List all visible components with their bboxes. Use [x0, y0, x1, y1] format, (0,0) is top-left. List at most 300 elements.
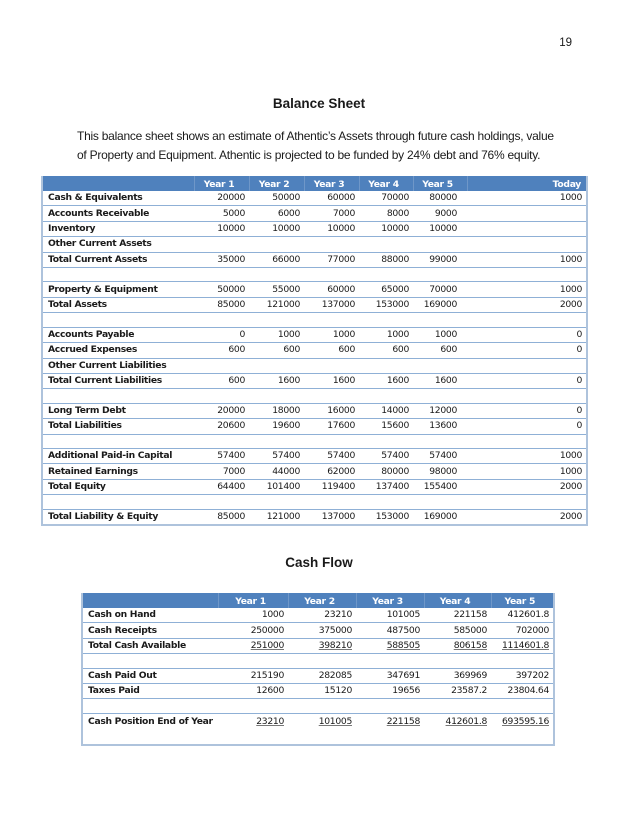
table-row: [42, 495, 587, 510]
value-cell: [249, 479, 304, 494]
value-cell: [359, 403, 413, 418]
value-cell: [359, 358, 413, 373]
table-row: [42, 282, 587, 297]
row-label: Total Assets: [42, 297, 194, 312]
cell-value: 588505: [386, 639, 420, 651]
cell-value: 77000: [327, 253, 355, 265]
row-label: [82, 654, 218, 669]
table-row: [42, 509, 587, 525]
cell-value: 369969: [453, 669, 487, 681]
value-cell: [249, 373, 304, 388]
cell-value: 221158: [453, 609, 487, 621]
value-cell: [491, 668, 554, 683]
cell-value: 12000: [429, 404, 457, 416]
cell-value: 15120: [324, 685, 352, 697]
cell-value: 10000: [272, 222, 300, 234]
value-cell: [304, 449, 359, 464]
row-label: Total Equity: [42, 479, 194, 494]
cell-value: 70000: [381, 192, 409, 204]
cell-value: 1000: [559, 465, 582, 477]
table-row: [82, 713, 554, 745]
value-cell: [359, 509, 413, 525]
table-row: [42, 206, 587, 221]
value-cell: [413, 449, 467, 464]
value-cell: [356, 638, 424, 653]
balance-sheet-table: [41, 176, 588, 526]
value-cell: [359, 313, 413, 328]
balance-sheet-intro: This balance sheet shows an estimate of Athentic’s Assets through future cash holdings, value of Property and Equipment. Athentic is projected to be funded by 24% debt and 76% equity.: [77, 129, 554, 162]
value-cell: [194, 389, 249, 404]
cell-value: 119400: [321, 481, 355, 493]
cell-value: 10000: [429, 222, 457, 234]
row-label: Cash Paid Out: [82, 668, 218, 683]
cell-value: 347691: [386, 669, 420, 681]
value-cell: [413, 479, 467, 494]
value-cell: [467, 434, 587, 449]
value-cell: [194, 267, 249, 282]
value-cell: [467, 267, 587, 282]
table-row: [42, 434, 587, 449]
value-cell: [413, 282, 467, 297]
cell-value: 10000: [381, 222, 409, 234]
cell-value: 98000: [429, 465, 457, 477]
value-cell: [218, 623, 288, 638]
cell-value: 70000: [429, 283, 457, 295]
value-cell: [304, 464, 359, 479]
value-cell: [288, 654, 356, 669]
value-cell: [424, 638, 491, 653]
value-cell: [249, 509, 304, 525]
cell-value: 282085: [318, 669, 352, 681]
value-cell: [304, 297, 359, 312]
value-cell: [194, 464, 249, 479]
value-cell: [249, 237, 304, 252]
cell-value: 0: [576, 420, 582, 432]
value-cell: [424, 684, 491, 699]
value-cell: [288, 638, 356, 653]
cell-value: 1000: [559, 192, 582, 204]
cell-value: 0: [239, 328, 245, 340]
header-cell: Today: [467, 177, 587, 192]
value-cell: [356, 608, 424, 623]
cell-value: 6000: [277, 207, 300, 219]
cell-value: 806158: [453, 639, 487, 651]
value-cell: [194, 419, 249, 434]
value-cell: [359, 449, 413, 464]
cell-value: 10000: [217, 222, 245, 234]
row-label: Additional Paid-in Capital: [42, 449, 194, 464]
value-cell: [304, 389, 359, 404]
value-cell: [304, 419, 359, 434]
value-cell: [218, 684, 288, 699]
value-cell: [194, 282, 249, 297]
value-cell: [194, 221, 249, 236]
value-cell: [249, 221, 304, 236]
value-cell: [424, 654, 491, 669]
cell-value: 101005: [318, 715, 352, 727]
value-cell: [359, 495, 413, 510]
value-cell: [194, 252, 249, 267]
cell-value: 1000: [559, 450, 582, 462]
value-cell: [356, 699, 424, 714]
cell-value: 20000: [217, 192, 245, 204]
value-cell: [359, 373, 413, 388]
row-label: [82, 699, 218, 714]
cell-value: 169000: [423, 299, 457, 311]
header-cell: Year 2: [249, 177, 304, 192]
table-row: [82, 654, 554, 669]
header-cell: Year 1: [218, 594, 288, 609]
cell-value: 8000: [386, 207, 409, 219]
value-cell: [359, 206, 413, 221]
row-label: Cash & Equivalents: [42, 191, 194, 206]
value-cell: [359, 237, 413, 252]
cell-value: 412601.8: [445, 715, 487, 727]
value-cell: [413, 464, 467, 479]
value-cell: [304, 327, 359, 342]
value-cell: [413, 221, 467, 236]
value-cell: [218, 668, 288, 683]
value-cell: [359, 267, 413, 282]
table-row: [42, 403, 587, 418]
cell-value: 15600: [381, 420, 409, 432]
cell-value: 65000: [381, 283, 409, 295]
value-cell: [359, 221, 413, 236]
cell-value: 20600: [217, 420, 245, 432]
cell-value: 10000: [327, 222, 355, 234]
row-label: Total Current Assets: [42, 252, 194, 267]
value-cell: [359, 479, 413, 494]
header-cell: Year 4: [424, 594, 491, 609]
cell-value: 20000: [217, 404, 245, 416]
cell-value: 0: [576, 375, 582, 387]
value-cell: [424, 608, 491, 623]
cell-value: 62000: [327, 465, 355, 477]
value-cell: [249, 358, 304, 373]
cell-value: 66000: [272, 253, 300, 265]
value-cell: [304, 373, 359, 388]
cell-value: 57400: [217, 450, 245, 462]
table-row: [42, 479, 587, 494]
cell-value: 13600: [429, 420, 457, 432]
value-cell: [413, 313, 467, 328]
cell-value: 600: [228, 344, 245, 356]
value-cell: [194, 434, 249, 449]
value-cell: [467, 252, 587, 267]
value-cell: [413, 419, 467, 434]
value-cell: [359, 191, 413, 206]
value-cell: [288, 623, 356, 638]
value-cell: [413, 297, 467, 312]
table-row: [82, 638, 554, 653]
row-label: [42, 389, 194, 404]
value-cell: [467, 464, 587, 479]
cell-value: 153000: [375, 299, 409, 311]
table-header-row: [82, 594, 554, 609]
table-row: [42, 464, 587, 479]
row-label: Accrued Expenses: [42, 343, 194, 358]
value-cell: [467, 449, 587, 464]
row-label: Total Liability & Equity: [42, 509, 194, 525]
value-cell: [491, 684, 554, 699]
row-label: Retained Earnings: [42, 464, 194, 479]
row-label: Total Liabilities: [42, 419, 194, 434]
cell-value: 101400: [266, 481, 300, 493]
value-cell: [218, 713, 288, 745]
cell-value: 23210: [324, 609, 352, 621]
value-cell: [356, 654, 424, 669]
cell-value: 80000: [429, 192, 457, 204]
value-cell: [304, 434, 359, 449]
value-cell: [304, 313, 359, 328]
value-cell: [304, 221, 359, 236]
value-cell: [356, 684, 424, 699]
cell-value: 85000: [217, 510, 245, 522]
value-cell: [304, 252, 359, 267]
value-cell: [491, 608, 554, 623]
table-row: [42, 313, 587, 328]
value-cell: [424, 699, 491, 714]
value-cell: [359, 252, 413, 267]
cash-flow-table: [81, 593, 555, 746]
value-cell: [359, 389, 413, 404]
value-cell: [424, 623, 491, 638]
value-cell: [194, 343, 249, 358]
cell-value: 23210: [256, 715, 284, 727]
value-cell: [249, 282, 304, 297]
table-row: [82, 668, 554, 683]
cell-value: 221158: [386, 715, 420, 727]
cell-value: 1000: [559, 283, 582, 295]
cell-value: 19600: [272, 420, 300, 432]
value-cell: [304, 191, 359, 206]
value-cell: [249, 464, 304, 479]
value-cell: [467, 343, 587, 358]
value-cell: [194, 373, 249, 388]
table-row: [82, 699, 554, 714]
value-cell: [413, 267, 467, 282]
value-cell: [467, 297, 587, 312]
value-cell: [467, 373, 587, 388]
row-label: [42, 313, 194, 328]
row-label: [42, 495, 194, 510]
value-cell: [304, 358, 359, 373]
table-row: [42, 297, 587, 312]
row-label: Taxes Paid: [82, 684, 218, 699]
value-cell: [467, 479, 587, 494]
value-cell: [218, 638, 288, 653]
table-row: [42, 373, 587, 388]
header-cell: Year 5: [491, 594, 554, 609]
value-cell: [424, 713, 491, 745]
cell-value: 57400: [381, 450, 409, 462]
table-row: [42, 449, 587, 464]
value-cell: [467, 237, 587, 252]
cell-value: 600: [338, 344, 355, 356]
cell-value: 85000: [217, 299, 245, 311]
value-cell: [467, 358, 587, 373]
value-cell: [194, 237, 249, 252]
value-cell: [359, 434, 413, 449]
cell-value: 397202: [515, 669, 549, 681]
value-cell: [194, 358, 249, 373]
value-cell: [249, 191, 304, 206]
value-cell: [491, 623, 554, 638]
row-label: [42, 267, 194, 282]
row-label: Property & Equipment: [42, 282, 194, 297]
table-row: [82, 684, 554, 699]
cell-value: 375000: [318, 624, 352, 636]
row-label: Long Term Debt: [42, 403, 194, 418]
value-cell: [304, 237, 359, 252]
cell-value: 5000: [222, 207, 245, 219]
cell-value: 251000: [250, 639, 284, 651]
value-cell: [288, 699, 356, 714]
value-cell: [194, 449, 249, 464]
value-cell: [249, 206, 304, 221]
row-label: Other Current Assets: [42, 237, 194, 252]
row-label: Accounts Receivable: [42, 206, 194, 221]
value-cell: [249, 389, 304, 404]
value-cell: [413, 327, 467, 342]
value-cell: [249, 403, 304, 418]
value-cell: [194, 327, 249, 342]
value-cell: [249, 252, 304, 267]
cell-value: 12600: [256, 685, 284, 697]
row-label: Cash Receipts: [82, 623, 218, 638]
cell-value: 250000: [250, 624, 284, 636]
row-label: Other Current Liabilities: [42, 358, 194, 373]
cell-value: 60000: [327, 192, 355, 204]
header-cell: Year 4: [359, 177, 413, 192]
cell-value: 137400: [375, 481, 409, 493]
value-cell: [194, 191, 249, 206]
value-cell: [304, 282, 359, 297]
value-cell: [356, 713, 424, 745]
value-cell: [249, 434, 304, 449]
cell-value: 1600: [332, 375, 355, 387]
cell-value: 0: [576, 328, 582, 340]
value-cell: [288, 684, 356, 699]
cell-value: 7000: [332, 207, 355, 219]
table-row: [82, 623, 554, 638]
value-cell: [249, 313, 304, 328]
table-row: [82, 608, 554, 623]
cell-value: 57400: [429, 450, 457, 462]
cell-value: 1000: [261, 609, 284, 621]
value-cell: [194, 297, 249, 312]
cell-value: 16000: [327, 404, 355, 416]
value-cell: [304, 509, 359, 525]
table-row: [42, 191, 587, 206]
cell-value: 1600: [386, 375, 409, 387]
value-cell: [359, 464, 413, 479]
cell-value: 1000: [434, 328, 457, 340]
cell-value: 1000: [386, 328, 409, 340]
cell-value: 35000: [217, 253, 245, 265]
row-label: [42, 434, 194, 449]
cell-value: 64400: [217, 481, 245, 493]
cell-value: 487500: [386, 624, 420, 636]
value-cell: [491, 699, 554, 714]
cell-value: 50000: [272, 192, 300, 204]
cell-value: 1000: [277, 328, 300, 340]
cell-value: 600: [440, 344, 457, 356]
value-cell: [413, 343, 467, 358]
cell-value: 7000: [222, 465, 245, 477]
value-cell: [413, 495, 467, 510]
cell-value: 50000: [217, 283, 245, 295]
cell-value: 121000: [266, 510, 300, 522]
value-cell: [413, 206, 467, 221]
cell-value: 0: [576, 404, 582, 416]
row-label: Accounts Payable: [42, 327, 194, 342]
cell-value: 80000: [381, 465, 409, 477]
cell-value: 1000: [332, 328, 355, 340]
cell-value: 398210: [318, 639, 352, 651]
header-cell: [82, 594, 218, 609]
cell-value: 17600: [327, 420, 355, 432]
cell-value: 1000: [559, 253, 582, 265]
value-cell: [413, 509, 467, 525]
value-cell: [491, 713, 554, 745]
cell-value: 88000: [381, 253, 409, 265]
cell-value: 23804.64: [507, 685, 549, 697]
row-label: Total Current Liabilities: [42, 373, 194, 388]
value-cell: [491, 654, 554, 669]
cell-value: 101005: [386, 609, 420, 621]
header-cell: Year 5: [413, 177, 467, 192]
value-cell: [413, 358, 467, 373]
value-cell: [467, 389, 587, 404]
value-cell: [249, 327, 304, 342]
cell-value: 600: [283, 344, 300, 356]
value-cell: [413, 403, 467, 418]
table-row: [42, 343, 587, 358]
cell-value: 2000: [559, 510, 582, 522]
value-cell: [304, 267, 359, 282]
header-cell: [42, 177, 194, 192]
value-cell: [424, 668, 491, 683]
value-cell: [467, 327, 587, 342]
cell-value: 19656: [392, 685, 420, 697]
cell-value: 18000: [272, 404, 300, 416]
cell-value: 0: [576, 344, 582, 356]
value-cell: [304, 206, 359, 221]
value-cell: [304, 343, 359, 358]
value-cell: [194, 206, 249, 221]
value-cell: [467, 191, 587, 206]
table-row: [42, 252, 587, 267]
value-cell: [467, 282, 587, 297]
value-cell: [413, 252, 467, 267]
cell-value: 14000: [381, 404, 409, 416]
row-label: Inventory: [42, 221, 194, 236]
value-cell: [194, 495, 249, 510]
cell-value: 2000: [559, 299, 582, 311]
table-row: [42, 237, 587, 252]
cell-value: 702000: [515, 624, 549, 636]
value-cell: [467, 313, 587, 328]
cell-value: 99000: [429, 253, 457, 265]
table-row: [42, 389, 587, 404]
value-cell: [288, 713, 356, 745]
value-cell: [249, 343, 304, 358]
value-cell: [304, 495, 359, 510]
value-cell: [413, 434, 467, 449]
cell-value: 137000: [321, 299, 355, 311]
row-label: Cash Position End of Year: [82, 713, 218, 745]
